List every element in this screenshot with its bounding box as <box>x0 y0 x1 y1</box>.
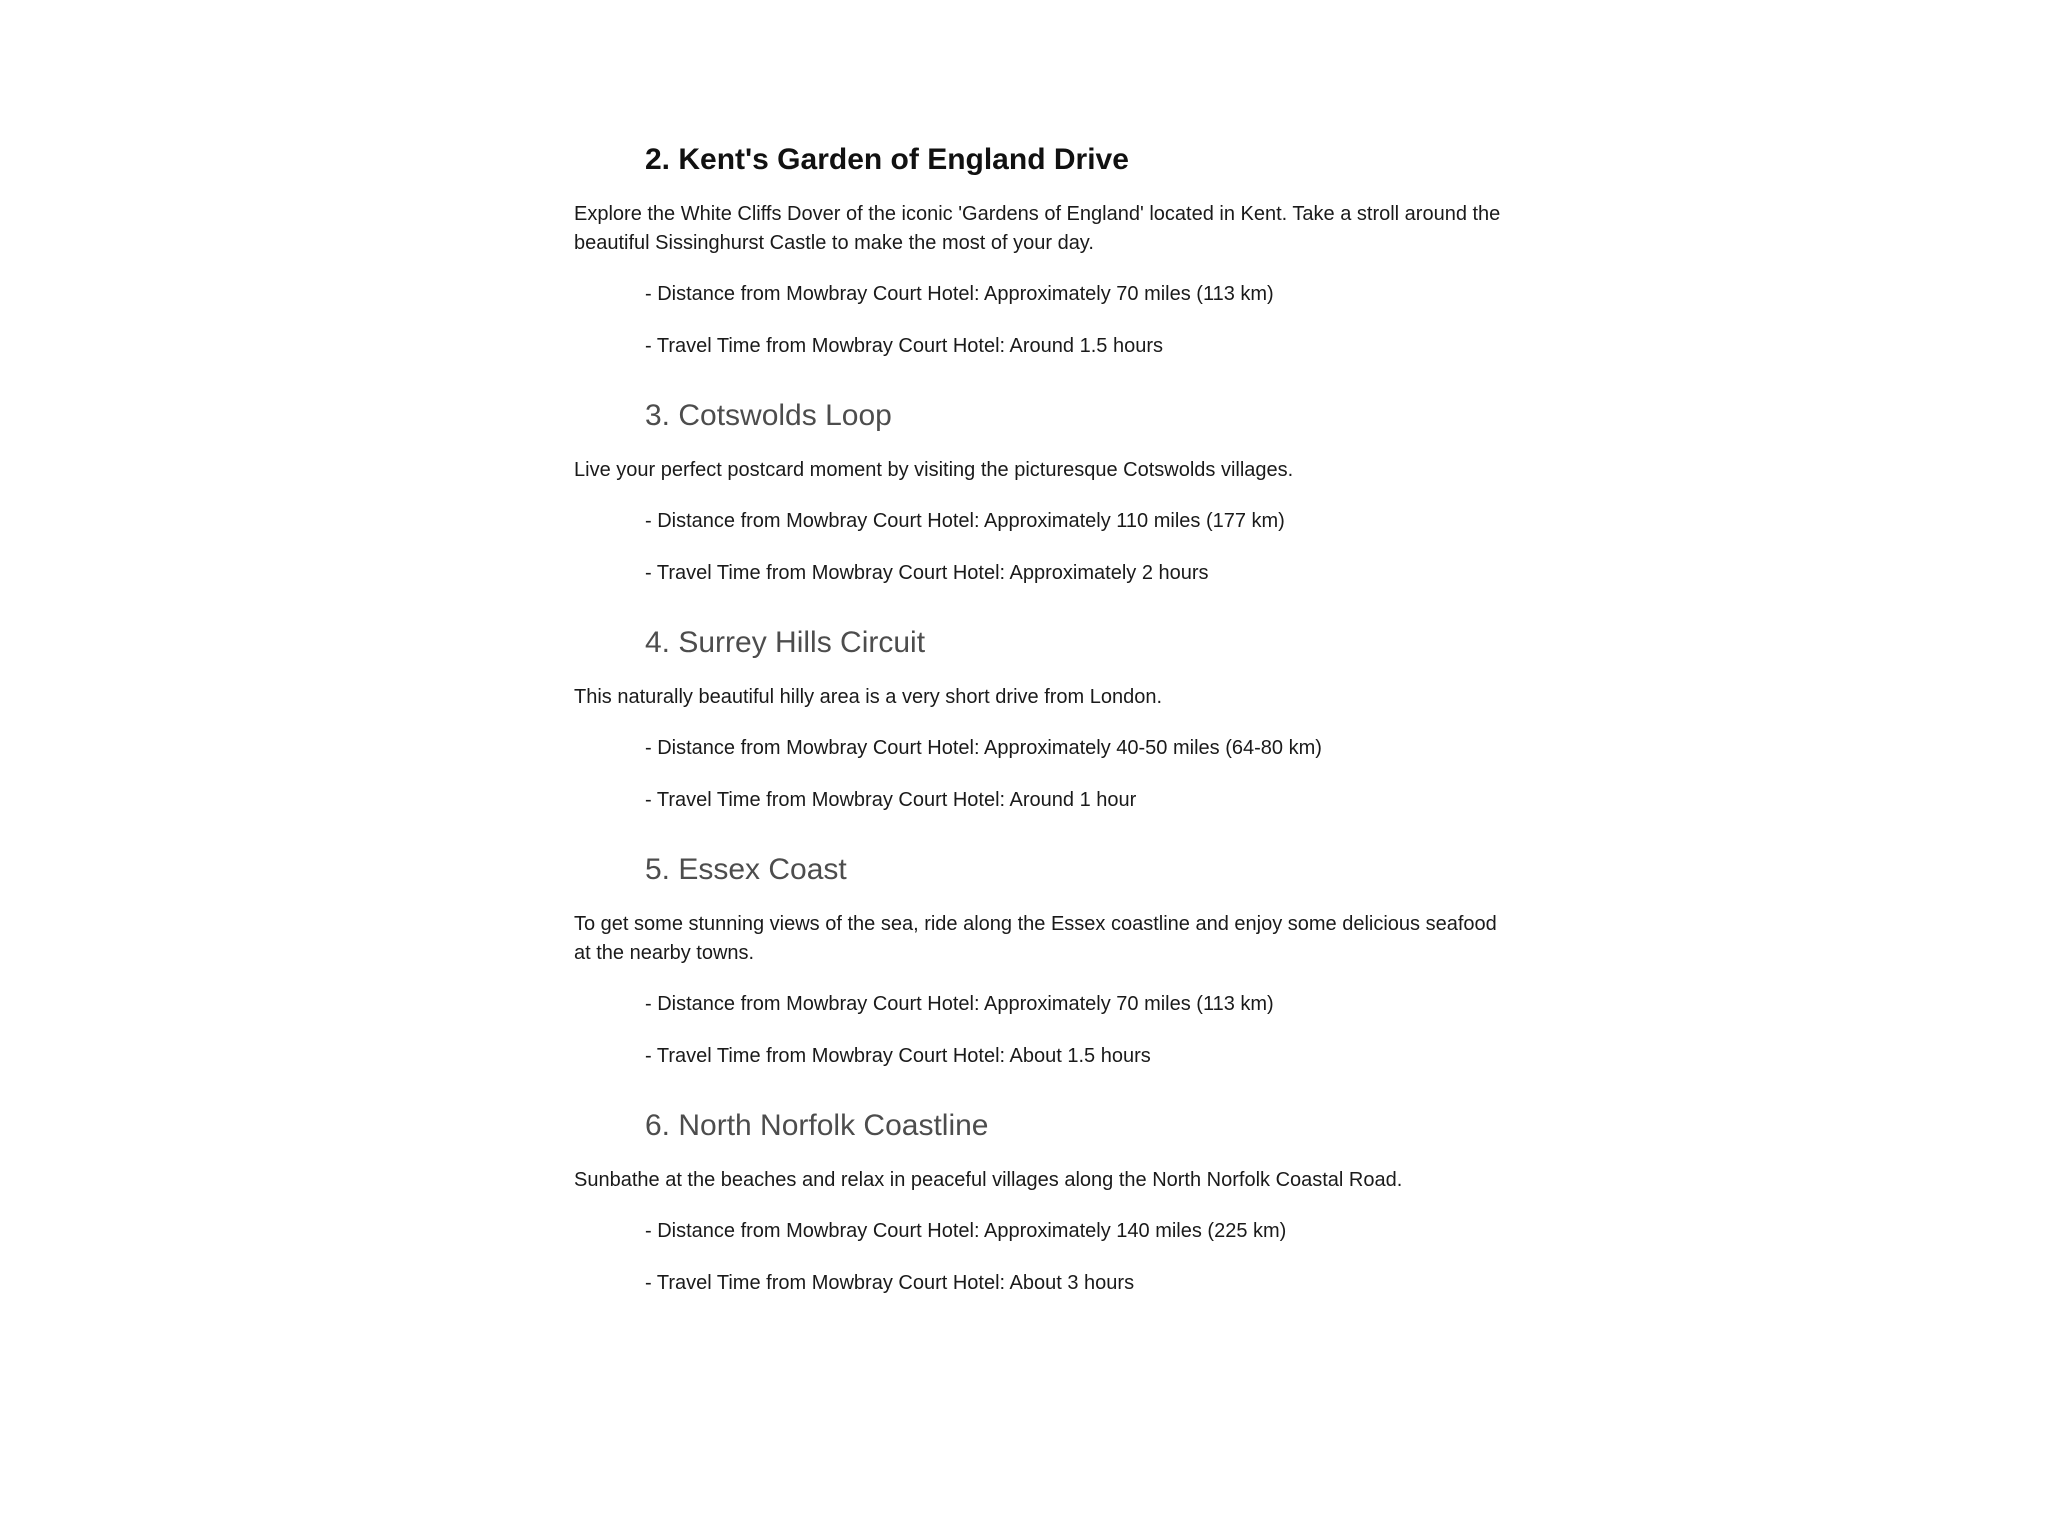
section-heading: 5. Essex Coast <box>645 853 847 886</box>
section-description: Explore the White Cliffs Dover of the iconic 'Gardens of England' located in Kent. Take a stroll around the beautiful Sissinghurst Castle to make the most of your day. <box>574 203 1501 254</box>
section-north-norfolk <box>574 1106 1514 1299</box>
travel-time-line: - Travel Time from Mowbray Court Hotel: About 3 hours <box>645 1272 1135 1294</box>
section-heading: 3. Cotswolds Loop <box>645 399 892 432</box>
travel-time-line: - Travel Time from Mowbray Court Hotel: Around 1.5 hours <box>645 335 1163 357</box>
distance-line: - Distance from Mowbray Court Hotel: Approximately 70 miles (113 km) <box>645 283 1274 305</box>
section-cotswolds <box>574 396 1514 589</box>
section-kent <box>574 140 1514 362</box>
section-essex-coast <box>574 850 1514 1072</box>
distance-line: - Distance from Mowbray Court Hotel: Approximately 110 miles (177 km) <box>645 510 1285 532</box>
section-heading: 6. North Norfolk Coastline <box>645 1109 989 1142</box>
distance-line: - Distance from Mowbray Court Hotel: Approximately 140 miles (225 km) <box>645 1220 1287 1242</box>
section-surrey-hills <box>574 623 1514 816</box>
document-content <box>574 140 1514 1299</box>
travel-time-line: - Travel Time from Mowbray Court Hotel: About 1.5 hours <box>645 1045 1151 1067</box>
distance-line: - Distance from Mowbray Court Hotel: Approximately 40-50 miles (64-80 km) <box>645 737 1322 759</box>
section-description: This naturally beautiful hilly area is a very short drive from London. <box>574 686 1163 708</box>
section-heading: 4. Surrey Hills Circuit <box>645 626 926 659</box>
distance-line: - Distance from Mowbray Court Hotel: Approximately 70 miles (113 km) <box>645 993 1274 1015</box>
section-description: Sunbathe at the beaches and relax in peaceful villages along the North Norfolk Coastal Road. <box>574 1169 1403 1191</box>
section-description: To get some stunning views of the sea, ride along the Essex coastline and enjoy some delicious seafood at the nearby towns. <box>574 913 1497 964</box>
section-description: Live your perfect postcard moment by visiting the picturesque Cotswolds villages. <box>574 459 1294 481</box>
section-heading: 2. Kent's Garden of England Drive <box>645 143 1129 176</box>
travel-time-line: - Travel Time from Mowbray Court Hotel: Around 1 hour <box>645 789 1137 811</box>
travel-time-line: - Travel Time from Mowbray Court Hotel: Approximately 2 hours <box>645 562 1209 584</box>
